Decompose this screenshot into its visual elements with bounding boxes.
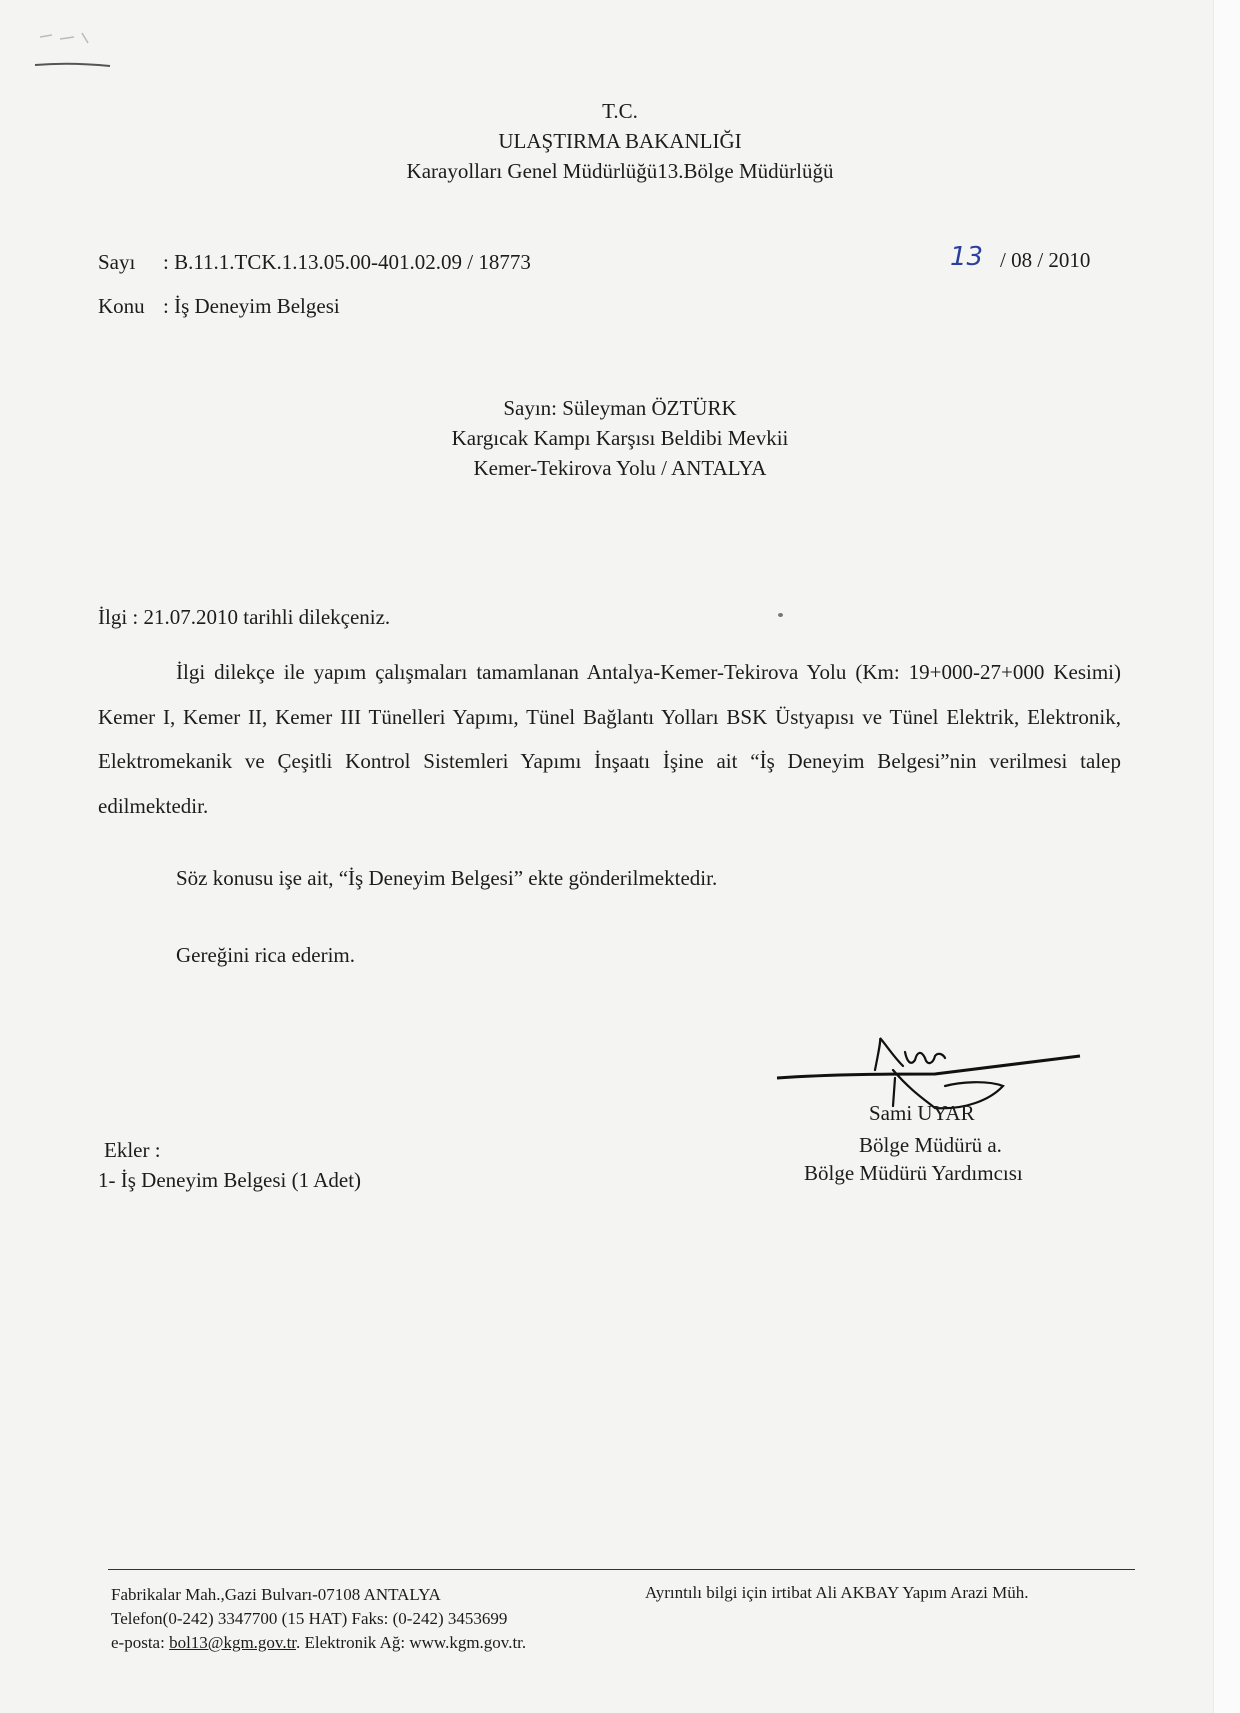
sayi-value: : B.11.1.TCK.1.13.05.00-401.02.09 / 18773: [163, 250, 531, 274]
signer-name: Sami UYAR: [869, 1101, 975, 1125]
signer-title-1: Bölge Müdürü a.: [859, 1133, 1002, 1157]
body-paragraph-3: Gereğini rica ederim.: [176, 943, 355, 967]
signer-title-2: Bölge Müdürü Yardımcısı: [804, 1161, 1023, 1185]
page-edge: [1213, 0, 1240, 1713]
recipient-address1: Kargıcak Kampı Karşısı Beldibi Mevkii: [451, 426, 789, 450]
date-rest: / 08 / 2010: [1000, 248, 1091, 272]
footer-contact: Ayrıntılı bilgi için irtibat Ali AKBAY Yapım Arazi Müh.: [645, 1583, 1029, 1602]
header-directorate: Karayolları Genel Müdürlüğü13.Bölge Müdürlüğü: [406, 159, 834, 183]
footer-email-link[interactable]: bol13@kgm.gov.tr: [169, 1633, 297, 1652]
footer-phone: Telefon(0-242) 3347700 (15 HAT) Faks: (0-242) 3453699: [111, 1609, 508, 1628]
attachment-item-1: 1- İş Deneyim Belgesi (1 Adet): [98, 1168, 362, 1192]
body-paragraph-1: İlgi dilekçe ile yapım çalışmaları tamamlanan Antalya-Kemer-Tekirova Yolu (Km: 19+000-27+000 Kesimi) Kemer I, Kemer II, Kemer III Tünelleri Yapımı, Tünel Bağlantı Yolları BSK Üstyapısı ve Tünel Elektrik, Elektronik, Elektromekanik ve Çeşitli Kontrol Sistemleri Yapımı İnşaatı İşine ait “İş Deneyim Belgesi”nin verilmesi talep edilmektedir.: [98, 660, 1121, 818]
ilgi-line: İlgi : 21.07.2010 tarihli dilekçeniz.: [98, 605, 391, 629]
footer-email-row: [111, 1634, 526, 1651]
scan-artifact: [30, 25, 120, 75]
footer-address: Fabrikalar Mah.,Gazi Bulvarı-07108 ANTALYA: [111, 1585, 441, 1604]
header-tc: T.C.: [602, 99, 638, 123]
date-day-handwritten: 13: [950, 242, 984, 272]
header-ministry: ULAŞTIRMA BAKANLIĞI: [498, 129, 742, 153]
attachments-label: Ekler :: [104, 1138, 161, 1162]
recipient-address2: Kemer-Tekirova Yolu / ANTALYA: [473, 456, 767, 480]
konu-label: Konu: [98, 294, 145, 318]
footer-web: . Elektronik Ağ: www.kgm.gov.tr.: [296, 1633, 527, 1652]
footer-email-label: e-posta:: [111, 1633, 165, 1652]
konu-value: : İş Deneyim Belgesi: [163, 294, 340, 318]
sayi-label: Sayı: [98, 250, 136, 274]
recipient-name: Sayın: Süleyman ÖZTÜRK: [503, 396, 737, 420]
body-paragraph-2: Söz konusu işe ait, “İş Deneyim Belgesi” ekte gönderilmektedir.: [176, 866, 718, 890]
footer-divider: [108, 1569, 1135, 1570]
scan-dot: [778, 613, 783, 617]
